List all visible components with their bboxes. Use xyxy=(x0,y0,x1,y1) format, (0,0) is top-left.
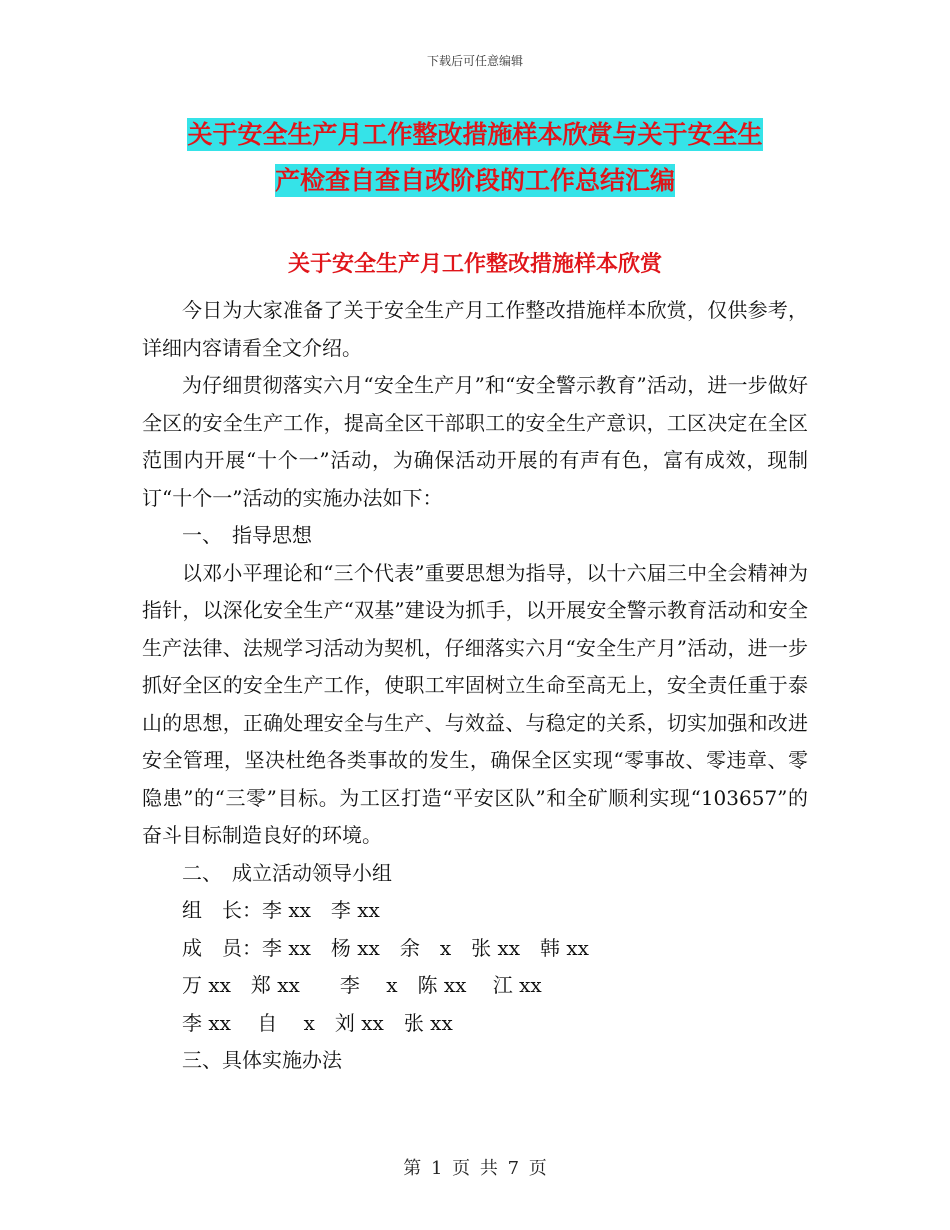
paragraph-guiding-ideology: 以邓小平理论和“三个代表”重要思想为指导，以十六届三中全会精神为指针，以深化安全生产“双基”建设为抓手，以开展安全警示教育活动和安全生产法律、法规学习活动为契机，仔细落实六月“安全生产月”活动，进一步抓好全区的安全生产工作，使职工牢固树立生命至高无上，安全责任重于泰山的思想，正确处理安全与生产、与效益、与稳定的关系，切实加强和改进安全管理，坚决杜绝各类事故的发生，确保全区实现“零事故、零违章、零隐患”的“三零”目标。为工区打造“平安区队”和全矿顺利实现“103657”的奋斗目标制造良好的环境。 xyxy=(142,560,808,847)
heading-leadership-group: 二、 成立活动领导小组 xyxy=(182,860,392,885)
section-subtitle: 关于安全生产月工作整改措施样本欣赏 xyxy=(287,251,662,277)
title-line-2: 产检查自查自改阶段的工作总结汇编 xyxy=(274,166,675,195)
heading-implementation: 三、具体实施办法 xyxy=(182,1048,342,1072)
member-list-3: 李 xx 自 x 刘 xx 张 xx xyxy=(182,1010,453,1035)
title-line-1: 关于安全生产月工作整改措施样本欣赏与关于安全生 xyxy=(187,120,763,149)
paragraph-intro: 今日为大家准备了关于安全生产月工作整改措施样本欣赏，仅供参考，详细内容请看全文介绍。 xyxy=(142,298,808,360)
leader-list: 组 长：李 xx 李 xx xyxy=(182,898,380,922)
paragraph-purpose: 为仔细贯彻落实六月“安全生产月”和“安全警示教育”活动，进一步做好全区的安全生产工作，提高全区干部职工的安全生产意识，工区决定在全区范围内开展“十个一”活动，为确保活动开展的有声有色，富有成效，现制订“十个一”活动的实施办法如下： xyxy=(142,373,808,510)
document-title xyxy=(140,112,810,204)
heading-guiding-ideology: 一、 指导思想 xyxy=(182,523,312,547)
page-number: 第 1 页 共 7 页 xyxy=(403,1158,547,1179)
page-header-note: 下载后可任意编辑 xyxy=(426,54,523,68)
member-list-1: 成 员：李 xx 杨 xx 余 x 张 xx 韩 xx xyxy=(182,935,589,960)
member-list-2: 万 xx 郑 xx 李 x 陈 xx 江 xx xyxy=(182,973,542,997)
document-body xyxy=(142,292,808,1080)
